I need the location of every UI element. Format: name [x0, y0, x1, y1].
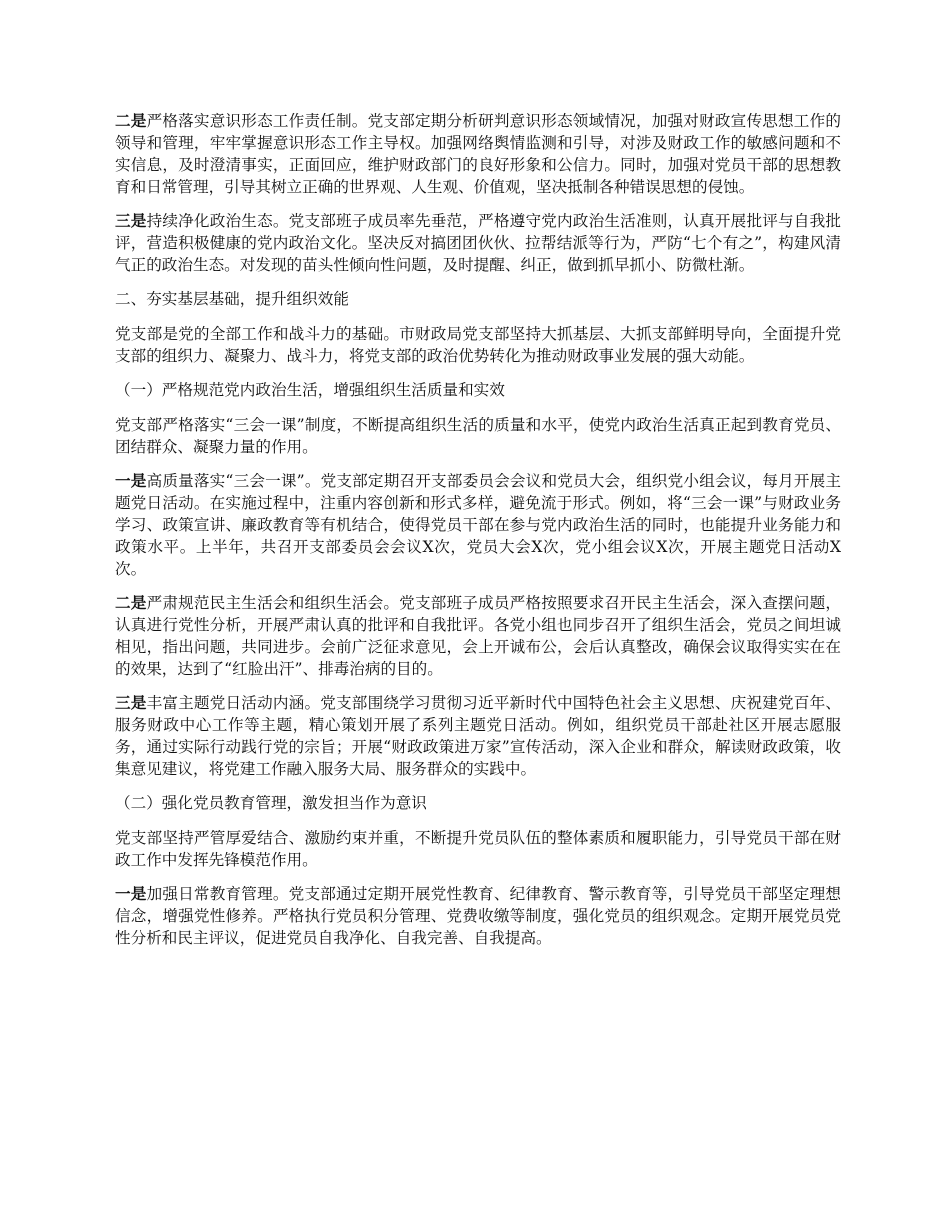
- paragraph-text: 党支部是党的全部工作和战斗力的基础。市财政局党支部坚持大抓基层、大抓支部鲜明导向，全面提升党支部的组织力、凝聚力、战斗力，将党支部的政治优势转化为推动财政事业发展的强大动能。: [115, 325, 841, 365]
- paragraph-text: 丰富主题党日活动内涵。党支部围绕学习贯彻习近平新时代中国特色社会主义思想、庆祝建党百年、服务财政中心工作等主题，精心策划开展了系列主题党日活动。例如，组织党员干部赴社区开展志愿服务，通过实际行动践行党的宗旨；开展“财政政策进万家”宣传活动，深入企业和群众，解读财政政策，收集意见建议，将党建工作融入服务大局、服务群众的实践中。: [115, 694, 841, 778]
- subsection-heading-1: （一）严格规范党内政治生活，增强组织生活质量和实效: [115, 381, 505, 399]
- paragraph-text: 党支部坚持严管厚爱结合、激励约束并重，不断提升党员队伍的整体素质和履职能力，引导党员干部在财政工作中发挥先锋模范作用。: [115, 829, 841, 869]
- paragraph-three-meetings-intro: [115, 414, 841, 458]
- paragraph-text: 持续净化政治生态。党支部班子成员率先垂范，严格遵守党内政治生活准则，认真开展批评与自我批评，营造积极健康的党内政治文化。坚决反对搞团团伙伙、拉帮结派等行为，严防“七个有之”，构建风清气正的政治生态。对发现的苗头性倾向性问题，及时提醒、纠正，做到抓早抓小、防微杜渐。: [115, 212, 841, 274]
- paragraph-lead: 三是: [115, 693, 147, 712]
- paragraph-lead: 二是: [115, 111, 147, 130]
- paragraph-lead: 一是: [115, 884, 147, 903]
- paragraph-text: 严格落实意识形态工作责任制。党支部定期分析研判意识形态领域情况，加强对财政宣传思想工作的领导和管理，牢牢掌握意识形态工作主导权。加强网络舆情监测和引导，对涉及财政工作的敏感问题和不实信息，及时澄清事实，正面回应，维护财政部门的良好形象和公信力。同时，加强对党员干部的思想教育和日常管理，引导其树立正确的世界观、人生观、价值观，坚决抵制各种错误思想的侵蚀。: [115, 112, 841, 196]
- paragraph-lead: 二是: [115, 593, 147, 612]
- paragraph-member-management-intro: [115, 827, 841, 871]
- paragraph-ideology-responsibility: [115, 110, 841, 198]
- document-page: [115, 110, 841, 961]
- paragraph-lead: 三是: [115, 211, 147, 230]
- paragraph-democratic-life: [115, 592, 841, 680]
- subsection-heading-2: （二）强化党员教育管理，激发担当作为意识: [115, 794, 427, 812]
- paragraph-text: 党支部严格落实“三会一课”制度，不断提高组织生活的质量和水平，使党内政治生活真正起到教育党员、团结群众、凝聚力量的作用。: [115, 416, 841, 456]
- paragraph-daily-education: [115, 883, 841, 949]
- paragraph-text: 严肃规范民主生活会和组织生活会。党支部班子成员严格按照要求召开民主生活会，深入查摆问题，认真进行党性分析，开展严肃认真的批评和自我批评。各党小组也同步召开了组织生活会，党员之间坦诚相见，指出问题，共同进步。会前广泛征求意见，会上开诚布公，会后认真整改，确保会议取得实实在在的效果，达到了“红脸出汗”、排毒治病的目的。: [115, 594, 841, 678]
- paragraph-branch-foundation: [115, 323, 841, 367]
- paragraph-lead: 一是: [115, 471, 147, 490]
- paragraph-text: 加强日常教育管理。党支部通过定期开展党性教育、纪律教育、警示教育等，引导党员干部坚定理想信念，增强党性修养。严格执行党员积分管理、党费收缴等制度，强化党员的组织观念。定期开展党员党性分析和民主评议，促进党员自我净化、自我完善、自我提高。: [115, 885, 841, 947]
- paragraph-political-ecology: [115, 210, 841, 276]
- section-heading-2: 二、夯实基层基础，提升组织效能: [115, 290, 349, 308]
- paragraph-three-meetings: [115, 470, 841, 580]
- paragraph-theme-day: [115, 692, 841, 780]
- paragraph-text: 高质量落实“三会一课”。党支部定期召开支部委员会会议和党员大会，组织党小组会议，每月开展主题党日活动。在实施过程中，注重内容创新和形式多样，避免流于形式。例如，将“三会一课”与财政业务学习、政策宣讲、廉政教育等有机结合，使得党员干部在参与党内政治生活的同时，也能提升业务能力和政策水平。上半年，共召开支部委员会会议X次，党员大会X次，党小组会议X次，开展主题党日活动X次。: [115, 472, 841, 578]
